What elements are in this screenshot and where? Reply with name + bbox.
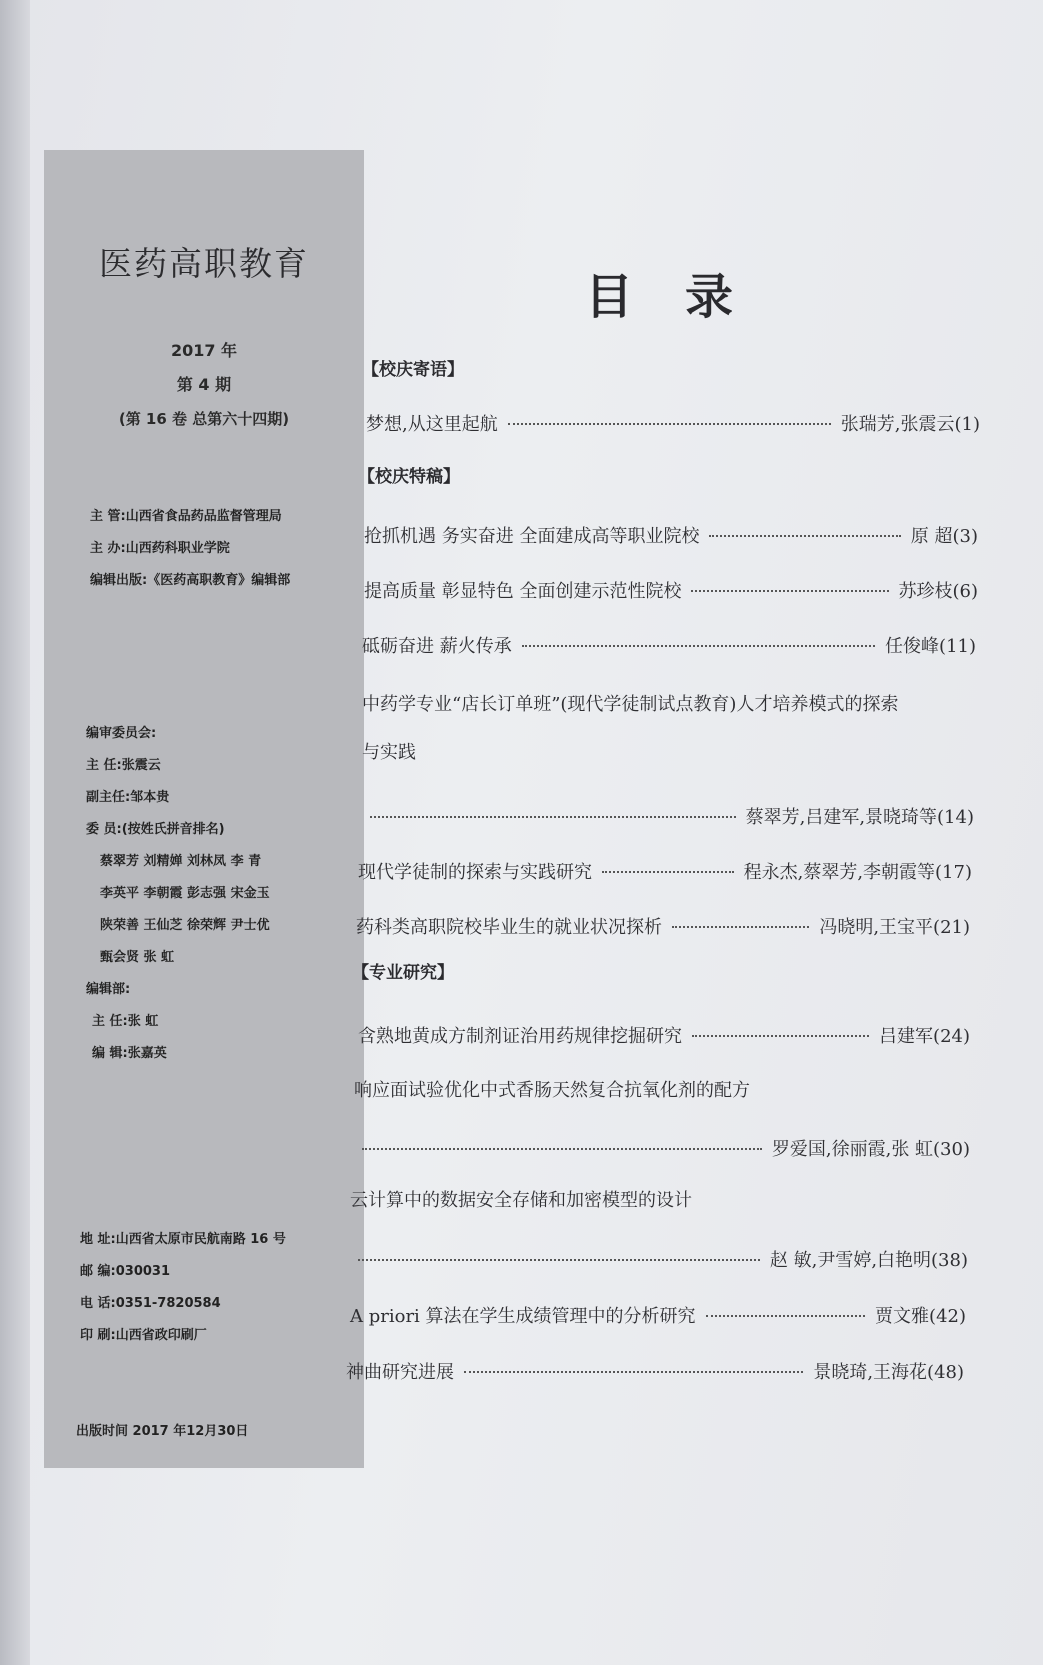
section-heading: 【专业研究】 (352, 963, 454, 983)
journal-info-sidebar (44, 150, 364, 1468)
entry-title: 提高质量 彰显特色 全面创建示范性院校 (364, 581, 682, 602)
entry-author-page: 贾文雅(42) (875, 1306, 966, 1327)
committee-members-line: 甄会贤 张 虹 (100, 950, 175, 965)
entry-author-page: 赵 敏,尹雪婷,白艳明(38) (769, 1250, 968, 1271)
entry-title: 梦想,从这里起航 (366, 414, 498, 435)
leader-dots (602, 871, 734, 873)
entry-author-page: 任俊峰(11) (885, 636, 976, 657)
contact-postcode: 邮 编:030031 (80, 1264, 170, 1279)
leader-dots (370, 816, 736, 818)
committee-line: 副主任:邹本贵 (86, 790, 170, 805)
entry-title-line[interactable]: 中药学专业“店长订单班”(现代学徒制试点教育)人才培养模式的探索 (362, 694, 899, 715)
entry-author-page: 罗爱国,徐丽霞,张 虹(30) (771, 1139, 970, 1160)
leader-dots (691, 590, 888, 592)
contact-phone: 电 话:0351-7820584 (80, 1296, 221, 1311)
leader-dots (672, 926, 809, 928)
entry-title: A priori 算法在学生成绩管理中的分析研究 (350, 1306, 696, 1327)
leader-dots (692, 1035, 869, 1037)
issue-volume: (第 16 卷 总第六十四期) (118, 410, 290, 428)
entry-author-page: 程永杰,蔡翠芳,李朝霞等(17) (743, 862, 972, 883)
entry-author-page: 苏珍枝(6) (898, 581, 978, 602)
entry-author-page: 原 超(3) (910, 526, 978, 547)
toc-entry[interactable] (362, 632, 976, 658)
entry-title: 含熟地黄成方制剂证治用药规律挖掘研究 (358, 1026, 682, 1047)
entry-author-page: 吕建军(24) (879, 1026, 970, 1047)
leader-dots (358, 1259, 760, 1261)
toc-entry[interactable] (370, 803, 974, 829)
committee-heading: 编审委员会: (86, 726, 157, 741)
contact-printer: 印 刷:山西省政印刷厂 (80, 1328, 207, 1343)
sponsor-line: 编辑出版:《医药高职教育》编辑部 (90, 573, 291, 588)
toc-entry[interactable] (356, 913, 970, 939)
toc-title: 目录 (585, 269, 786, 325)
entry-author-page: 张瑞芳,张震云(1) (840, 414, 980, 435)
entry-title: 抢抓机遇 务实奋进 全面建成高等职业院校 (364, 526, 700, 547)
journal-title: 医药高职教育 (99, 244, 309, 283)
issue-year: 2017 年 (170, 341, 238, 360)
leader-dots (709, 535, 900, 537)
committee-line: 委 员:(按姓氏拼音排名) (86, 822, 225, 837)
toc-entry[interactable] (364, 577, 978, 603)
issue-number: 第 4 期 (176, 375, 232, 394)
toc-entry[interactable] (350, 1302, 966, 1328)
committee-line: 主 任:张震云 (86, 758, 161, 773)
leader-dots (706, 1315, 866, 1317)
editorial-dept-line: 主 任:张 虹 (92, 1014, 159, 1029)
toc-entry[interactable] (346, 1358, 964, 1384)
leader-dots (362, 1148, 762, 1150)
entry-title-line[interactable]: 响应面试验优化中式香肠天然复合抗氧化剂的配方 (354, 1080, 750, 1101)
entry-author-page: 景晓琦,王海花(48) (813, 1362, 964, 1383)
toc-entry[interactable] (366, 410, 980, 436)
entry-title: 现代学徒制的探索与实践研究 (358, 862, 592, 883)
leader-dots (508, 423, 831, 425)
entry-author-page: 冯晓明,王宝平(21) (819, 917, 970, 938)
editorial-dept-heading: 编辑部: (86, 982, 131, 997)
section-heading: 【校庆寄语】 (362, 360, 464, 380)
page-spine-shadow (0, 0, 30, 1665)
entry-title: 砥砺奋进 薪火传承 (362, 636, 512, 657)
sponsor-line: 主 管:山西省食品药品监督管理局 (90, 509, 282, 524)
toc-entry[interactable] (358, 858, 972, 884)
section-heading: 【校庆特稿】 (358, 467, 460, 487)
committee-members-line: 陕荣善 王仙芝 徐荣辉 尹士优 (100, 918, 270, 933)
editorial-dept-line: 编 辑:张嘉英 (92, 1046, 167, 1061)
committee-members-line: 李英平 李朝霞 彭志强 宋金玉 (100, 886, 270, 901)
entry-author-page: 蔡翠芳,吕建军,景晓琦等(14) (745, 807, 974, 828)
toc-entry[interactable] (364, 522, 978, 548)
sponsor-line: 主 办:山西药科职业学院 (90, 541, 230, 556)
entry-title-line[interactable]: 与实践 (362, 742, 416, 763)
entry-title: 药科类高职院校毕业生的就业状况探析 (356, 917, 662, 938)
entry-title: 神曲研究进展 (346, 1362, 454, 1383)
entry-title-line[interactable]: 云计算中的数据安全存储和加密模型的设计 (350, 1190, 692, 1211)
toc-entry[interactable] (358, 1246, 968, 1272)
toc-entry[interactable] (358, 1022, 970, 1048)
leader-dots (522, 645, 875, 647)
contact-address: 地 址:山西省太原市民航南路 16 号 (80, 1232, 286, 1247)
committee-members-line: 蔡翠芳 刘精婵 刘林凤 李 青 (100, 854, 262, 869)
publish-date: 出版时间 2017 年12月30日 (76, 1424, 249, 1439)
leader-dots (464, 1371, 803, 1373)
toc-entry[interactable] (362, 1135, 970, 1161)
